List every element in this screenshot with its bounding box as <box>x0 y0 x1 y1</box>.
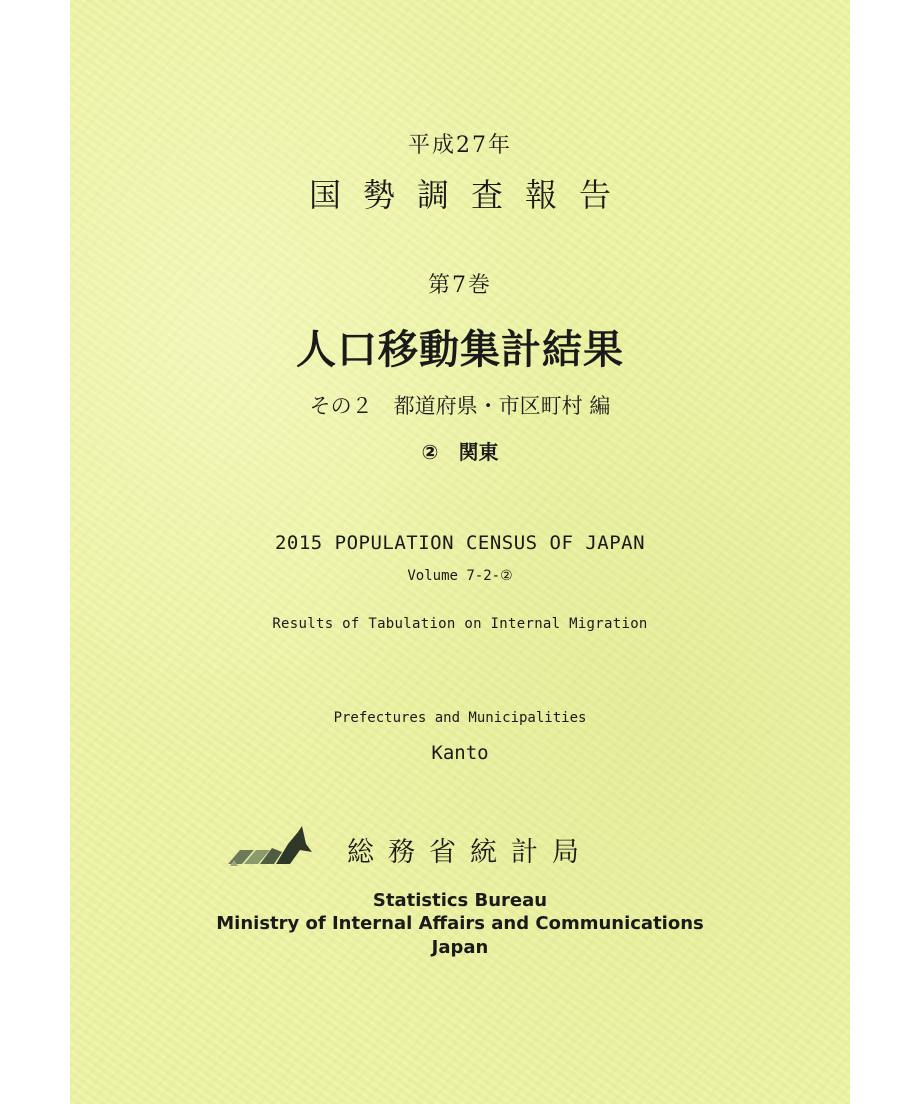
country-name-english: Japan <box>431 937 489 958</box>
report-cover <box>70 0 850 1104</box>
volume-title: 人口移動集計結果 <box>296 327 624 373</box>
english-results-title: Results of Tabulation on Internal Migration <box>272 616 648 632</box>
english-region: Kanto <box>431 742 489 764</box>
bureau-name-english: Statistics Bureau <box>372 890 548 911</box>
english-title: 2015 POPULATION CENSUS OF JAPAN <box>274 532 646 554</box>
volume-number: 第7巻 <box>428 273 492 298</box>
english-prefectures-label: Prefectures and Municipalities <box>333 710 587 726</box>
main-title: 国勢調査報告 <box>308 176 633 214</box>
english-volume: Volume 7-2-② <box>407 568 513 584</box>
ministry-name-english: Ministry of Internal Affairs and Communications <box>216 913 704 934</box>
era-year: 平成27年 <box>408 133 512 158</box>
bureau-name-japanese: 総務省統計局 <box>347 837 593 868</box>
statistics-bureau-logo-icon <box>228 822 312 870</box>
region-japanese: ② 関東 <box>421 440 499 464</box>
subtitle: その２ 都道府県・市区町村 編 <box>309 394 611 418</box>
